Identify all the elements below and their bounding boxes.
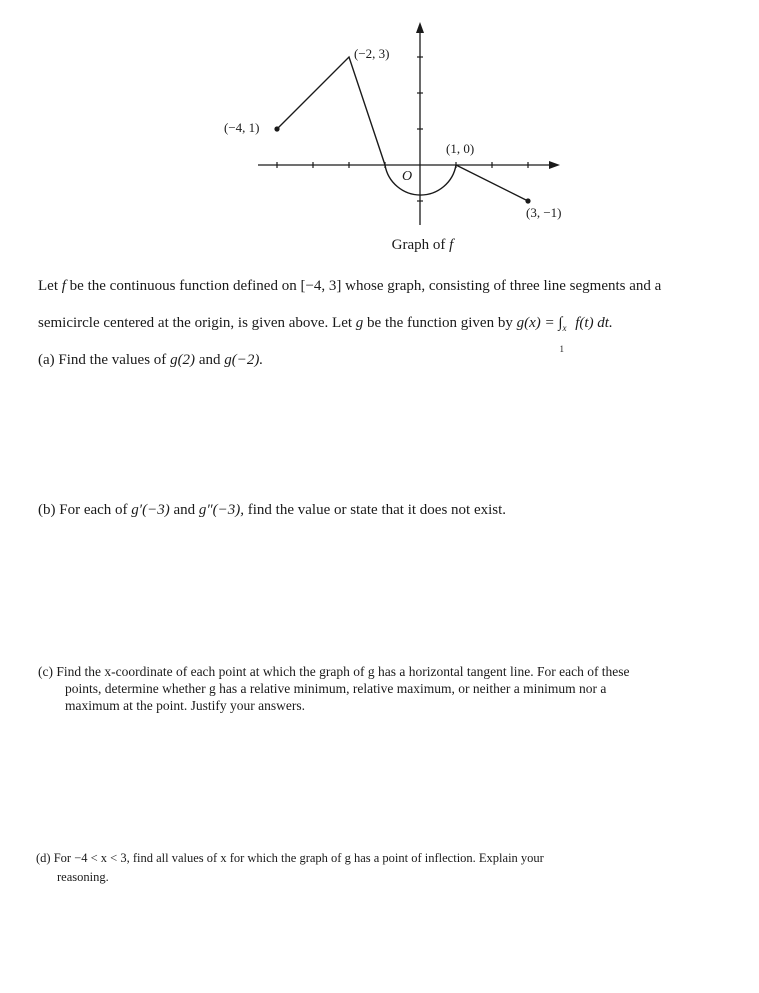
label-origin: O — [402, 169, 413, 184]
endpoint-right — [525, 198, 530, 203]
endpoint-left — [274, 126, 279, 131]
graph-caption: Graph of f — [391, 237, 454, 253]
segment-left — [277, 57, 385, 165]
question-a: (a) Find the values of g(2) and g(−2). — [38, 352, 264, 368]
label-point-p4: (3, −1) — [526, 205, 562, 220]
segment-right — [456, 165, 528, 201]
y-axis-arrow — [416, 22, 424, 33]
question-d: (d) For −4 < x < 3, find all values of x for which the graph of g has a point of inflection. Explain your reasoning. — [36, 851, 544, 884]
label-point-p2: (−4, 1) — [224, 120, 260, 135]
intro-line-1: Let f be the continuous function defined on [−4, 3] whose graph, consisting of three line segments and a — [38, 278, 662, 294]
question-c: (c) Find the x-coordinate of each point at which the graph of g has a horizontal tangent line. For each of these points, determine whether g has a relative minimum, relative maximum, or neither a minimum nor a maximum at the point. Justify your answers. — [38, 664, 630, 713]
label-point-p3: (1, 0) — [446, 141, 475, 156]
label-point-p1: (−2, 3) — [354, 46, 390, 61]
intro-line-2: semicircle centered at the origin, is given above. Let g be the function given by g(x) = ∫ x 1 f(t) dt. — [38, 315, 613, 354]
graph-of-f — [0, 0, 759, 240]
question-b: (b) For each of g′(−3) and g″(−3), find the value or state that it does not exist. — [38, 502, 507, 518]
x-axis-arrow — [549, 161, 560, 169]
